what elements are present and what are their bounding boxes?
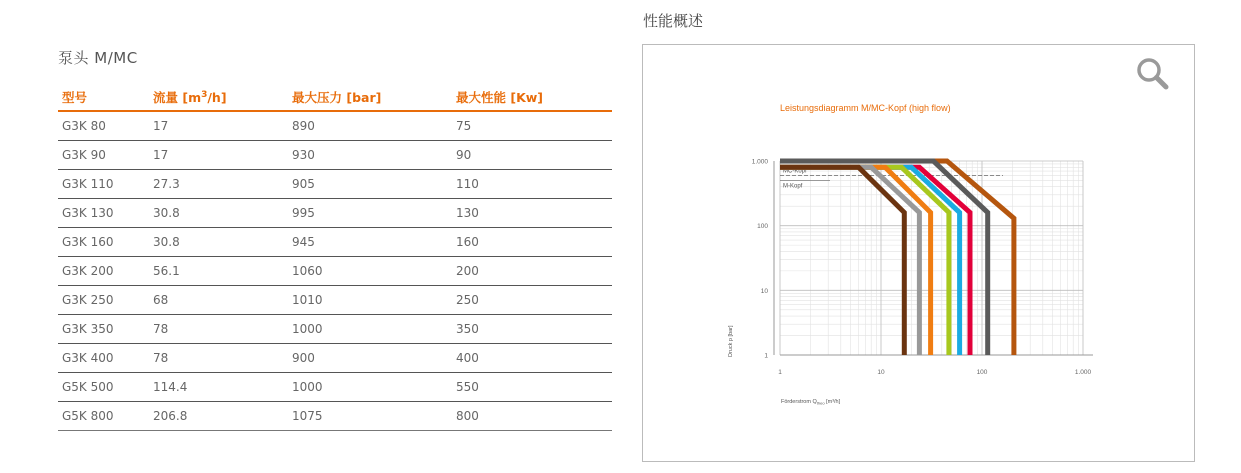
- series-line: [780, 167, 931, 355]
- cell-power: 130: [452, 199, 612, 228]
- header-flow-suffix: /h]: [207, 90, 227, 105]
- cell-power: 110: [452, 170, 612, 199]
- cell-flow: 56.1: [149, 257, 288, 286]
- cell-model: G5K 500: [58, 373, 149, 402]
- cell-model: G3K 250: [58, 286, 149, 315]
- overview-title: 性能概述: [643, 12, 704, 30]
- table-row: [58, 141, 612, 170]
- x-tick-label: 10: [877, 369, 885, 376]
- cell-flow: 17: [149, 111, 288, 141]
- table-row: [58, 257, 612, 286]
- series-line: [780, 167, 904, 355]
- performance-chart: [643, 45, 1194, 461]
- y-axis-label: Druck p [bar]: [728, 325, 734, 357]
- cell-pressure: 1000: [288, 373, 452, 402]
- pump-head-spec-table: [58, 84, 612, 431]
- table-row: [58, 286, 612, 315]
- cell-pressure: 900: [288, 344, 452, 373]
- header-flow-sup: 3: [201, 89, 208, 100]
- annotation-label: M-Kopf: [783, 183, 803, 190]
- header-pressure: 最大压力 [bar]: [288, 84, 452, 111]
- x-tick-label: 1.000: [1074, 369, 1092, 376]
- cell-pressure: 1010: [288, 286, 452, 315]
- table-row: [58, 402, 612, 431]
- series-line: [780, 167, 949, 355]
- cell-power: 350: [452, 315, 612, 344]
- x-axis-label: [781, 399, 841, 406]
- series-line: [780, 167, 919, 355]
- cell-pressure: 930: [288, 141, 452, 170]
- table-row: [58, 111, 612, 141]
- cell-flow: 68: [149, 286, 288, 315]
- cell-flow: 78: [149, 344, 288, 373]
- chart-title: Leistungsdiagramm M/MC-Kopf (high flow): [780, 103, 951, 113]
- table-title: 泵头 M/MC: [58, 49, 138, 67]
- cell-pressure: 1075: [288, 402, 452, 431]
- table-header-row: [58, 84, 612, 111]
- cell-pressure: 905: [288, 170, 452, 199]
- header-flow: [149, 84, 288, 111]
- header-power: 最大性能 [Kw]: [452, 84, 612, 111]
- cell-pressure: 1000: [288, 315, 452, 344]
- cell-model: G3K 400: [58, 344, 149, 373]
- cell-power: 550: [452, 373, 612, 402]
- cell-power: 400: [452, 344, 612, 373]
- chart-frame[interactable]: [642, 44, 1195, 462]
- table-row: [58, 228, 612, 257]
- x-tick-label: 100: [976, 369, 988, 376]
- cell-pressure: 945: [288, 228, 452, 257]
- cell-pressure: 1060: [288, 257, 452, 286]
- y-tick-label: 100: [757, 223, 768, 231]
- cell-flow: 27.3: [149, 170, 288, 199]
- cell-pressure: 995: [288, 199, 452, 228]
- y-tick-label: 10: [760, 287, 768, 295]
- header-model: 型号: [58, 84, 149, 111]
- cell-model: G3K 200: [58, 257, 149, 286]
- header-flow-prefix: 流量 [m: [153, 90, 202, 105]
- cell-flow: 78: [149, 315, 288, 344]
- cell-model: G3K 80: [58, 111, 149, 141]
- y-tick-label: 1: [764, 352, 768, 360]
- cell-power: 200: [452, 257, 612, 286]
- cell-model: G3K 90: [58, 141, 149, 170]
- x-axis-label-main: Förderstrom Q: [781, 399, 817, 405]
- cell-flow: 17: [149, 141, 288, 170]
- table-row: [58, 170, 612, 199]
- cell-model: G3K 130: [58, 199, 149, 228]
- x-tick-label: 1: [778, 369, 782, 376]
- search-icon[interactable]: [1136, 57, 1170, 91]
- cell-flow: 30.8: [149, 199, 288, 228]
- cell-power: 250: [452, 286, 612, 315]
- cell-model: G3K 110: [58, 170, 149, 199]
- cell-power: 90: [452, 141, 612, 170]
- cell-flow: 206.8: [149, 402, 288, 431]
- cell-pressure: 890: [288, 111, 452, 141]
- annotation-label: MC-Kopf: [783, 168, 807, 175]
- y-tick-label: 1.000: [751, 158, 768, 166]
- cell-power: 75: [452, 111, 612, 141]
- table-body: [58, 111, 612, 431]
- x-axis-label-sub: theo: [816, 400, 825, 406]
- cell-power: 800: [452, 402, 612, 431]
- table-row: [58, 199, 612, 228]
- cell-flow: 114.4: [149, 373, 288, 402]
- table-row: [58, 373, 612, 402]
- cell-model: G3K 160: [58, 228, 149, 257]
- cell-model: G5K 800: [58, 402, 149, 431]
- table-row: [58, 315, 612, 344]
- cell-flow: 30.8: [149, 228, 288, 257]
- x-axis-label-unit: [m³/h]: [824, 399, 841, 405]
- cell-model: G3K 350: [58, 315, 149, 344]
- cell-power: 160: [452, 228, 612, 257]
- table-row: [58, 344, 612, 373]
